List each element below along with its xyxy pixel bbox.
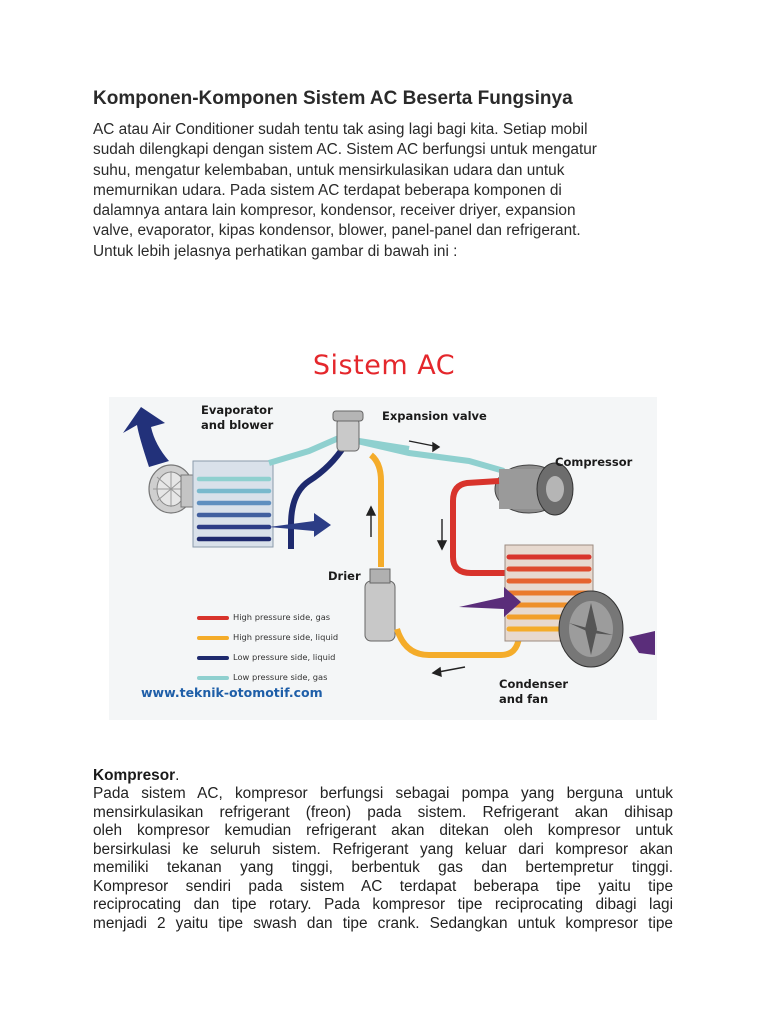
legend-label-low-gas: Low pressure side, gas	[233, 672, 328, 682]
airflow-arrow-left	[123, 407, 169, 467]
body-line: reciprocating dan tipe rotary. Pada kompresor tipe reciprocating dibagi lagi	[93, 896, 673, 913]
legend-label-high-liquid: High pressure side, liquid	[233, 632, 339, 642]
expansion-valve	[333, 411, 363, 451]
legend-label-high-gas: High pressure side, gas	[233, 612, 331, 622]
condenser-fan	[559, 591, 623, 667]
body-line: memiliki tekanan yang tinggi, berbentuk gas dan bertempretur tinggi.	[93, 859, 673, 876]
ac-system-diagram	[109, 397, 657, 720]
figure-title: Sistem AC	[312, 350, 456, 381]
receiver-drier	[365, 569, 395, 641]
label-condenser-line2: and fan	[499, 692, 549, 706]
body-line: oleh kompresor kemudian refrigerant akan ditekan oleh kompresor untuk	[93, 822, 673, 839]
intro-line: sudah dilengkapi dengan sistem AC. Sistem AC berfungsi untuk mengatur	[93, 141, 597, 159]
intro-line: memurnikan udara. Pada sistem AC terdapat beberapa komponen di	[93, 181, 562, 199]
label-evaporator-line2: and blower	[201, 418, 274, 432]
website-watermark: www.teknik-otomotif.com	[141, 685, 323, 700]
pipe-low-gas	[269, 437, 504, 471]
blower-fan	[149, 465, 199, 513]
legend-label-low-liquid: Low pressure side, liquid	[233, 652, 336, 662]
label-condenser-line1: Condenser	[499, 677, 569, 691]
body-line: bersirkulasi ke seluruh sistem. Refrigerant yang keluar dari kompresor akan	[93, 840, 673, 858]
compressor-unit	[495, 463, 573, 515]
section-heading-suffix: .	[175, 767, 180, 784]
label-compressor: Compressor	[555, 455, 633, 469]
intro-line: valve, evaporator, kipas kondensor, blower, panel-panel dan refrigerant.	[93, 222, 581, 240]
intro-line: AC atau Air Conditioner sudah tentu tak asing lagi bagi kita. Setiap mobil	[93, 121, 588, 138]
legend-swatches	[199, 618, 227, 678]
label-evaporator-line1: Evaporator	[201, 403, 273, 417]
pipe-high-liquid	[397, 629, 519, 655]
intro-line: dalamnya antara lain kompresor, kondensor, receiver driyer, expansion	[93, 202, 576, 220]
ac-system-illustration	[109, 397, 657, 720]
intro-line: suhu, mengatur kelembaban, untuk mensirkulasikan udara dan untuk	[93, 161, 565, 179]
section-body	[93, 785, 673, 933]
section-heading-text: Kompresor	[93, 767, 176, 784]
body-line: menjadi 2 yaitu tipe swash dan tipe crank. Sedangkan untuk kompresor tipe	[93, 914, 673, 932]
airflow-arrow-evaporator	[269, 513, 331, 537]
body-line: Kompresor sendiri pada sistem AC terdapat beberapa tipe yaitu tipe	[93, 877, 673, 895]
intro-paragraph	[93, 120, 683, 262]
body-line: Pada sistem AC, kompresor berfungsi sebagai pompa yang berguna untuk	[93, 785, 673, 802]
label-condenser	[499, 677, 568, 707]
label-drier: Drier	[328, 569, 361, 583]
label-expansion-valve: Expansion valve	[382, 409, 487, 423]
section-heading	[93, 767, 179, 785]
article-title: Komponen-Komponen Sistem AC Beserta Fungsinya	[93, 88, 573, 109]
airflow-arrow-condenser-out	[629, 631, 655, 655]
label-evaporator	[201, 403, 273, 433]
intro-line: Untuk lebih jelasnya perhatikan gambar di bawah ini :	[93, 242, 458, 260]
body-line: mensirkulasikan refrigerant (freon) pada sistem. Refrigerant akan dihisap	[93, 803, 673, 821]
